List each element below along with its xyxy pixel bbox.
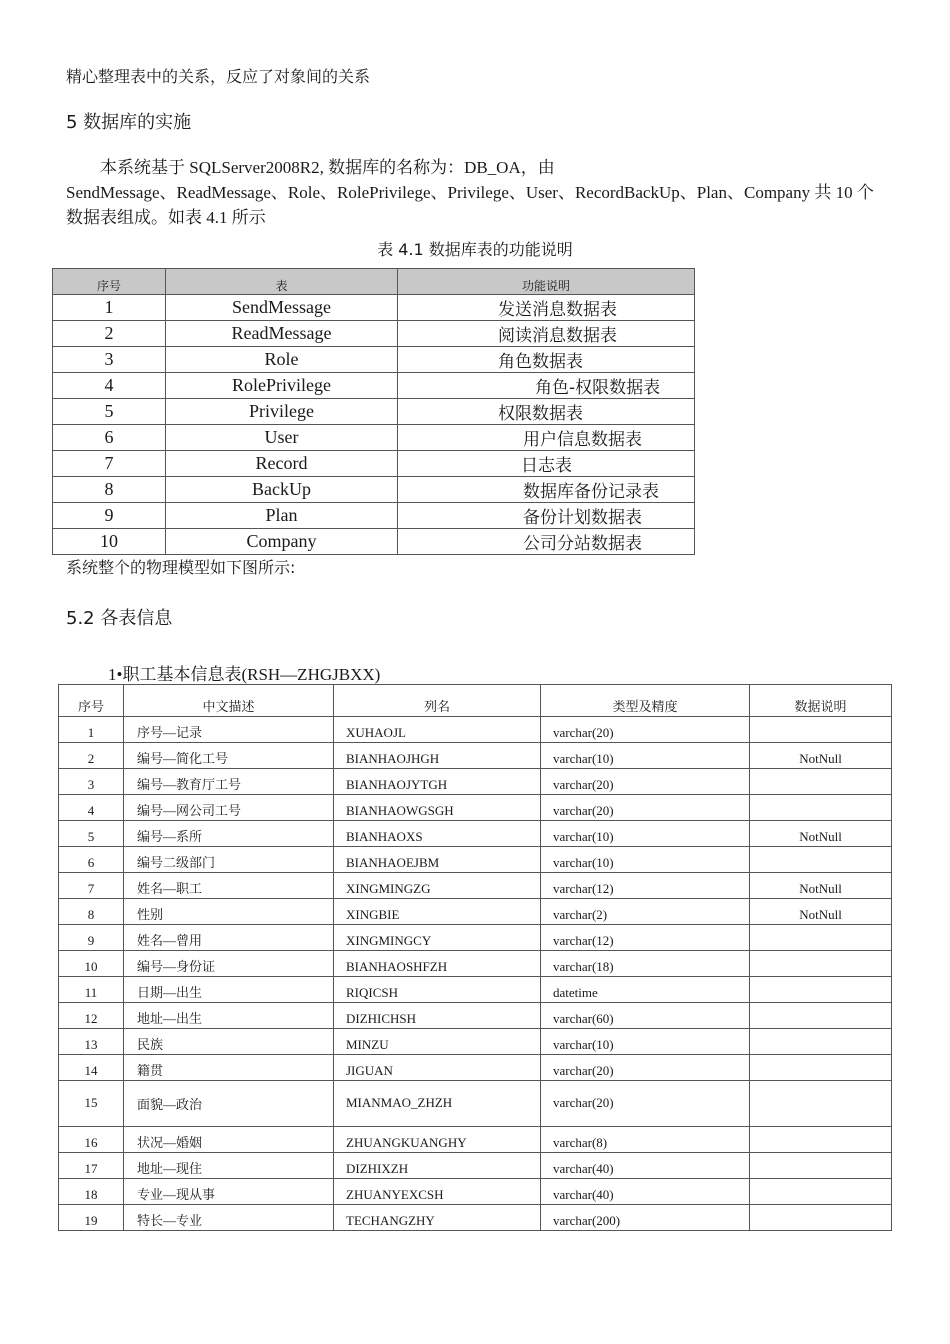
table-staff-caption: 1•职工基本信息表(RSH—ZHGJBXX) — [108, 665, 381, 684]
row-type: varchar(8) — [541, 1127, 750, 1153]
row-no: 15 — [59, 1081, 124, 1127]
row-type: varchar(20) — [541, 1081, 750, 1127]
table-row — [53, 425, 695, 451]
row-no: 9 — [53, 503, 166, 529]
row-no: 18 — [59, 1179, 124, 1205]
row-no: 11 — [59, 977, 124, 1003]
table-row — [53, 477, 695, 503]
row-column-name: XINGMINGCY — [334, 925, 541, 951]
row-chinese-desc: 专业—现从事 — [124, 1179, 334, 1205]
header-table: 表 — [166, 269, 398, 295]
row-chinese-desc: 性别 — [124, 899, 334, 925]
row-no: 5 — [53, 399, 166, 425]
row-chinese-desc: 姓名—曾用 — [124, 925, 334, 951]
row-column-name: RIQICSH — [334, 977, 541, 1003]
table-row — [59, 847, 892, 873]
row-note — [750, 717, 892, 743]
row-type: varchar(60) — [541, 1003, 750, 1029]
row-column-name: BIANHAOJYTGH — [334, 769, 541, 795]
row-type: varchar(40) — [541, 1153, 750, 1179]
table-row — [59, 925, 892, 951]
row-no: 3 — [53, 347, 166, 373]
row-table-name: BackUp — [166, 477, 398, 503]
table-row — [53, 295, 695, 321]
row-column-name: BIANHAOEJBM — [334, 847, 541, 873]
row-type: varchar(200) — [541, 1205, 750, 1231]
row-chinese-desc: 编号—教育厅工号 — [124, 769, 334, 795]
row-function: 角色-权限数据表 — [398, 373, 695, 399]
row-column-name: DIZHICHSH — [334, 1003, 541, 1029]
intro-first-line: 本系统基于 SQLServer2008R2, 数据库的名称为：DB_OA，由 — [100, 158, 555, 177]
table-row — [59, 1127, 892, 1153]
row-column-name: BIANHAOWGSGH — [334, 795, 541, 821]
row-type: varchar(2) — [541, 899, 750, 925]
row-note — [750, 1127, 892, 1153]
row-function: 角色数据表 — [398, 347, 695, 373]
table-row — [59, 1153, 892, 1179]
row-column-name: XINGMINGZG — [334, 873, 541, 899]
row-type: varchar(10) — [541, 847, 750, 873]
paragraph-relations: 精心整理表中的关系，反应了对象间的关系 — [66, 67, 371, 86]
row-type: varchar(18) — [541, 951, 750, 977]
row-chinese-desc: 序号—记录 — [124, 717, 334, 743]
table-header-row — [59, 685, 892, 717]
intro-paragraph — [66, 155, 888, 230]
intro-rest: SendMessage、ReadMessage、Role、RolePrivilege、Privilege、User、RecordBackUp、Plan、Company 共 10 个数据表组成。如表 4.1 所示 — [66, 183, 874, 227]
row-note — [750, 1003, 892, 1029]
row-table-name: SendMessage — [166, 295, 398, 321]
row-no: 6 — [53, 425, 166, 451]
table-row — [59, 743, 892, 769]
row-table-name: User — [166, 425, 398, 451]
table-row — [59, 1055, 892, 1081]
row-note — [750, 1055, 892, 1081]
row-note — [750, 925, 892, 951]
row-no: 10 — [59, 951, 124, 977]
row-function: 日志表 — [398, 451, 695, 477]
row-no: 4 — [53, 373, 166, 399]
row-note: NotNull — [750, 873, 892, 899]
row-table-name: Company — [166, 529, 398, 555]
row-type: varchar(20) — [541, 795, 750, 821]
row-type: varchar(20) — [541, 1055, 750, 1081]
row-no: 17 — [59, 1153, 124, 1179]
table-staff-info — [58, 684, 892, 1231]
header-type: 类型及精度 — [541, 685, 750, 717]
header-no: 序号 — [53, 269, 166, 295]
row-table-name: ReadMessage — [166, 321, 398, 347]
table-row — [59, 717, 892, 743]
table-functions — [52, 268, 695, 555]
row-no: 7 — [59, 873, 124, 899]
row-no: 1 — [53, 295, 166, 321]
row-type: datetime — [541, 977, 750, 1003]
row-note — [750, 769, 892, 795]
row-no: 4 — [59, 795, 124, 821]
row-no: 13 — [59, 1029, 124, 1055]
row-column-name: XINGBIE — [334, 899, 541, 925]
table-row — [53, 451, 695, 477]
row-type: varchar(10) — [541, 1029, 750, 1055]
row-no: 10 — [53, 529, 166, 555]
row-chinese-desc: 姓名—职工 — [124, 873, 334, 899]
row-type: varchar(40) — [541, 1179, 750, 1205]
table-header-row — [53, 269, 695, 295]
table-row — [59, 899, 892, 925]
row-chinese-desc: 状况—婚姻 — [124, 1127, 334, 1153]
table-row — [59, 769, 892, 795]
row-no: 12 — [59, 1003, 124, 1029]
section-5-2-heading: 5.2 各表信息 — [66, 608, 173, 629]
row-function: 公司分站数据表 — [398, 529, 695, 555]
row-note: NotNull — [750, 899, 892, 925]
row-type: varchar(20) — [541, 769, 750, 795]
row-table-name: Role — [166, 347, 398, 373]
row-column-name: MINZU — [334, 1029, 541, 1055]
row-no: 8 — [59, 899, 124, 925]
row-table-name: RolePrivilege — [166, 373, 398, 399]
table-4-1-caption: 表 4.1 数据库表的功能说明 — [377, 240, 573, 259]
table-row — [53, 373, 695, 399]
table-row — [53, 321, 695, 347]
row-no: 1 — [59, 717, 124, 743]
row-no: 8 — [53, 477, 166, 503]
row-chinese-desc: 编号—身份证 — [124, 951, 334, 977]
row-function: 用户信息数据表 — [398, 425, 695, 451]
table-row — [53, 347, 695, 373]
row-no: 3 — [59, 769, 124, 795]
row-note — [750, 795, 892, 821]
table-row — [59, 821, 892, 847]
row-note — [750, 847, 892, 873]
row-function: 阅读消息数据表 — [398, 321, 695, 347]
row-column-name: JIGUAN — [334, 1055, 541, 1081]
row-function: 数据库备份记录表 — [398, 477, 695, 503]
table-row — [59, 1205, 892, 1231]
row-note: NotNull — [750, 821, 892, 847]
table-row — [53, 503, 695, 529]
row-no: 9 — [59, 925, 124, 951]
row-no: 5 — [59, 821, 124, 847]
row-chinese-desc: 编号二级部门 — [124, 847, 334, 873]
row-column-name: ZHUANGKUANGHY — [334, 1127, 541, 1153]
table-row — [59, 1003, 892, 1029]
row-column-name: BIANHAOSHFZH — [334, 951, 541, 977]
table-row — [59, 1081, 892, 1127]
row-chinese-desc: 地址—出生 — [124, 1003, 334, 1029]
row-note — [750, 1029, 892, 1055]
row-chinese-desc: 籍贯 — [124, 1055, 334, 1081]
header-note: 数据说明 — [750, 685, 892, 717]
row-table-name: Record — [166, 451, 398, 477]
row-chinese-desc: 编号—系所 — [124, 821, 334, 847]
row-chinese-desc: 面貌—政治 — [124, 1081, 334, 1127]
row-note — [750, 951, 892, 977]
row-chinese-desc: 地址—现住 — [124, 1153, 334, 1179]
row-no: 19 — [59, 1205, 124, 1231]
header-column-name: 列名 — [334, 685, 541, 717]
row-column-name: ZHUANYEXCSH — [334, 1179, 541, 1205]
row-chinese-desc: 编号—网公司工号 — [124, 795, 334, 821]
row-no: 7 — [53, 451, 166, 477]
row-chinese-desc: 日期—出生 — [124, 977, 334, 1003]
row-type: varchar(20) — [541, 717, 750, 743]
row-function: 发送消息数据表 — [398, 295, 695, 321]
table-row — [59, 951, 892, 977]
row-no: 16 — [59, 1127, 124, 1153]
row-column-name: TECHANGZHY — [334, 1205, 541, 1231]
table-row — [59, 977, 892, 1003]
table-row — [53, 529, 695, 555]
row-function: 权限数据表 — [398, 399, 695, 425]
header-function: 功能说明 — [398, 269, 695, 295]
row-note — [750, 1205, 892, 1231]
table-row — [59, 1029, 892, 1055]
section-5-heading: 5 数据库的实施 — [66, 112, 192, 133]
table-row — [59, 1179, 892, 1205]
row-column-name: DIZHIXZH — [334, 1153, 541, 1179]
row-note — [750, 1179, 892, 1205]
row-chinese-desc: 编号—简化工号 — [124, 743, 334, 769]
row-no: 2 — [59, 743, 124, 769]
row-note — [750, 977, 892, 1003]
table-row — [53, 399, 695, 425]
row-no: 2 — [53, 321, 166, 347]
row-note: NotNull — [750, 743, 892, 769]
row-chinese-desc: 特长—专业 — [124, 1205, 334, 1231]
row-chinese-desc: 民族 — [124, 1029, 334, 1055]
row-note — [750, 1153, 892, 1179]
row-type: varchar(10) — [541, 821, 750, 847]
row-type: varchar(12) — [541, 873, 750, 899]
table-row — [59, 873, 892, 899]
row-function: 备份计划数据表 — [398, 503, 695, 529]
table-row — [59, 795, 892, 821]
row-table-name: Plan — [166, 503, 398, 529]
row-note — [750, 1081, 892, 1127]
row-table-name: Privilege — [166, 399, 398, 425]
paragraph-physical-model: 系统整个的物理模型如下图所示: — [66, 558, 296, 577]
row-column-name: MIANMAO_ZHZH — [334, 1081, 541, 1127]
header-chinese-desc: 中文描述 — [124, 685, 334, 717]
row-column-name: BIANHAOXS — [334, 821, 541, 847]
header-no: 序号 — [59, 685, 124, 717]
row-no: 14 — [59, 1055, 124, 1081]
row-column-name: XUHAOJL — [334, 717, 541, 743]
row-type: varchar(12) — [541, 925, 750, 951]
row-no: 6 — [59, 847, 124, 873]
row-column-name: BIANHAOJHGH — [334, 743, 541, 769]
row-type: varchar(10) — [541, 743, 750, 769]
